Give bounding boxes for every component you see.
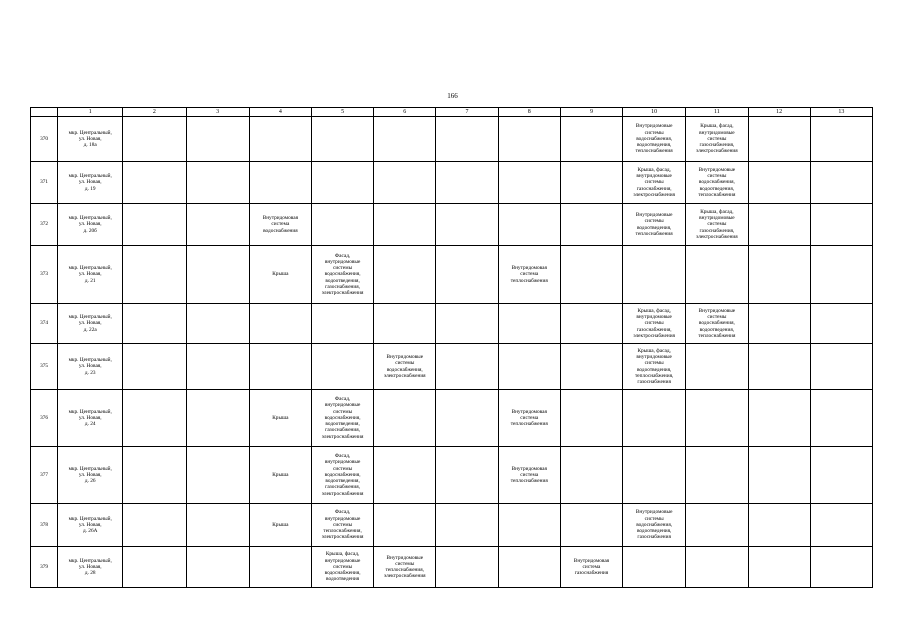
empty-cell [374, 390, 436, 447]
empty-cell [560, 504, 622, 547]
row-number-cell: 377 [31, 447, 58, 504]
work-type-cell: Фасад, внутридомовые системы теплоснабжения, электроснабжения [311, 504, 373, 547]
table-row [31, 204, 873, 246]
empty-cell [311, 304, 373, 344]
row-number-cell: 376 [31, 390, 58, 447]
empty-cell [560, 117, 622, 162]
empty-cell [123, 547, 186, 588]
address-cell: мкр. Центральный, ул. Новая, д. 21 [58, 246, 123, 304]
column-header: 11 [686, 108, 748, 117]
column-header: 13 [810, 108, 872, 117]
work-type-cell: Крыша [249, 246, 311, 304]
empty-cell [186, 390, 249, 447]
row-number-cell: 378 [31, 504, 58, 547]
empty-cell [686, 547, 748, 588]
work-type-cell: Фасад, внутридомовые системы водоснабжения, водоотведения, газоснабжения, электроснабжения [311, 246, 373, 304]
empty-cell [498, 117, 560, 162]
empty-cell [311, 204, 373, 246]
empty-cell [374, 204, 436, 246]
empty-cell [436, 504, 498, 547]
empty-cell [123, 204, 186, 246]
header-row [31, 108, 873, 117]
empty-cell [123, 344, 186, 390]
empty-cell [748, 390, 810, 447]
empty-cell [436, 547, 498, 588]
page-number: 166 [447, 92, 458, 100]
empty-cell [498, 162, 560, 204]
work-type-cell: Внутридомовые системы водоснабжения, водоотведения, газоснабжения [623, 504, 686, 547]
row-number-cell: 373 [31, 246, 58, 304]
address-cell: мкр. Центральный, ул. Новая, д. 19 [58, 162, 123, 204]
empty-cell [686, 246, 748, 304]
table-row [31, 447, 873, 504]
row-number-cell: 372 [31, 204, 58, 246]
work-type-cell: Крыша, фасад, внутридомовые системы водоотведения, теплоснабжения, газоснабжения [623, 344, 686, 390]
work-type-cell: Внутридомовая система газоснабжения [560, 547, 622, 588]
column-header: 6 [374, 108, 436, 117]
column-header: 7 [436, 108, 498, 117]
empty-cell [436, 344, 498, 390]
empty-cell [374, 504, 436, 547]
work-type-cell: Крыша, фасад, внутридомовые системы газоснабжения, электроснабжения [623, 162, 686, 204]
column-header: 5 [311, 108, 373, 117]
empty-cell [436, 204, 498, 246]
empty-cell [560, 246, 622, 304]
address-cell: мкр. Центральный, ул. Новая, д. 26 [58, 447, 123, 504]
empty-cell [436, 447, 498, 504]
empty-cell [560, 204, 622, 246]
empty-cell [623, 447, 686, 504]
empty-cell [686, 390, 748, 447]
empty-cell [123, 447, 186, 504]
empty-cell [249, 117, 311, 162]
row-number-cell: 371 [31, 162, 58, 204]
empty-cell [498, 344, 560, 390]
column-header: 2 [123, 108, 186, 117]
empty-cell [748, 547, 810, 588]
column-header: 8 [498, 108, 560, 117]
column-header: 3 [186, 108, 249, 117]
empty-cell [311, 117, 373, 162]
address-cell: мкр. Центральный, ул. Новая, д. 26А [58, 504, 123, 547]
empty-cell [498, 504, 560, 547]
empty-cell [810, 390, 872, 447]
empty-cell [560, 162, 622, 204]
column-header: 12 [748, 108, 810, 117]
empty-cell [686, 344, 748, 390]
work-type-cell: Внутридомовые системы водоотведения, теплоснабжения [623, 204, 686, 246]
empty-cell [810, 504, 872, 547]
empty-cell [123, 162, 186, 204]
address-cell: мкр. Центральный, ул. Новая, д. 23 [58, 344, 123, 390]
empty-cell [748, 304, 810, 344]
capital-repair-table [30, 107, 873, 588]
work-type-cell: Внутридомовые системы водоснабжения, электроснабжения [374, 344, 436, 390]
empty-cell [186, 504, 249, 547]
empty-cell [123, 504, 186, 547]
empty-cell [748, 204, 810, 246]
empty-cell [186, 246, 249, 304]
table-row [31, 246, 873, 304]
empty-cell [186, 162, 249, 204]
empty-cell [436, 304, 498, 344]
empty-cell [748, 504, 810, 547]
work-type-cell: Внутридомовые системы водоснабжения, водоотведения, теплоснабжения [686, 162, 748, 204]
row-number-cell: 370 [31, 117, 58, 162]
empty-cell [623, 390, 686, 447]
empty-cell [810, 344, 872, 390]
empty-cell [560, 390, 622, 447]
row-number-cell: 379 [31, 547, 58, 588]
empty-cell [560, 447, 622, 504]
table-row [31, 162, 873, 204]
empty-cell [123, 304, 186, 344]
empty-cell [374, 246, 436, 304]
empty-cell [186, 117, 249, 162]
empty-cell [623, 246, 686, 304]
empty-cell [810, 547, 872, 588]
empty-cell [498, 304, 560, 344]
work-type-cell: Крыша, фасад, внутридомовые системы газоснабжения, электроснабжения [686, 117, 748, 162]
empty-cell [686, 447, 748, 504]
column-header: 1 [58, 108, 123, 117]
column-header: 4 [249, 108, 311, 117]
table-row [31, 344, 873, 390]
empty-cell [374, 304, 436, 344]
table-row [31, 117, 873, 162]
empty-cell [249, 304, 311, 344]
work-type-cell: Крыша, фасад, внутридомовые системы газоснабжения, электроснабжения [686, 204, 748, 246]
empty-cell [123, 390, 186, 447]
empty-cell [311, 344, 373, 390]
empty-cell [123, 246, 186, 304]
column-header: 10 [623, 108, 686, 117]
work-type-cell: Внутридомовые системы теплоснабжения, электроснабжения [374, 547, 436, 588]
work-type-cell: Внутридомовая система теплоснабжения [498, 246, 560, 304]
empty-cell [436, 390, 498, 447]
empty-cell [686, 504, 748, 547]
empty-cell [436, 162, 498, 204]
empty-cell [249, 162, 311, 204]
empty-cell [186, 344, 249, 390]
empty-cell [810, 204, 872, 246]
empty-cell [374, 162, 436, 204]
address-cell: мкр. Центральный, ул. Новая, д. 18а [58, 117, 123, 162]
address-cell: мкр. Центральный, ул. Новая, д. 28 [58, 547, 123, 588]
empty-cell [748, 246, 810, 304]
header-corner-cell [31, 108, 58, 117]
empty-cell [186, 304, 249, 344]
empty-cell [810, 304, 872, 344]
empty-cell [436, 246, 498, 304]
empty-cell [560, 344, 622, 390]
empty-cell [186, 447, 249, 504]
empty-cell [249, 547, 311, 588]
empty-cell [810, 117, 872, 162]
work-type-cell: Внутридомовая система водоснабжения [249, 204, 311, 246]
empty-cell [810, 447, 872, 504]
empty-cell [311, 162, 373, 204]
column-header: 9 [560, 108, 622, 117]
work-type-cell: Внутридомовые системы водоснабжения, водоотведения, теплоснабжения [623, 117, 686, 162]
address-cell: мкр. Центральный, ул. Новая, д. 24 [58, 390, 123, 447]
address-cell: мкр. Центральный, ул. Новая, д. 20б [58, 204, 123, 246]
empty-cell [249, 344, 311, 390]
work-type-cell: Фасад, внутридомовые системы водоснабжения, водоотведения, газоснабжения, электроснабжения [311, 390, 373, 447]
empty-cell [623, 547, 686, 588]
table-row [31, 390, 873, 447]
row-number-cell: 375 [31, 344, 58, 390]
empty-cell [748, 344, 810, 390]
table-row [31, 304, 873, 344]
work-type-cell: Крыша, фасад, внутридомовые системы газоснабжения, электроснабжения [623, 304, 686, 344]
row-number-cell: 374 [31, 304, 58, 344]
empty-cell [748, 117, 810, 162]
work-type-cell: Крыша [249, 504, 311, 547]
empty-cell [374, 117, 436, 162]
empty-cell [123, 117, 186, 162]
work-type-cell: Фасад, внутридомовые системы водоснабжения, водоотведения, газоснабжения, электроснабжения [311, 447, 373, 504]
empty-cell [498, 547, 560, 588]
empty-cell [436, 117, 498, 162]
empty-cell [560, 304, 622, 344]
table-row [31, 547, 873, 588]
empty-cell [186, 204, 249, 246]
work-type-cell: Крыша, фасад, внутридомовые системы водоснабжения, водоотведения [311, 547, 373, 588]
work-type-cell: Крыша [249, 390, 311, 447]
empty-cell [810, 162, 872, 204]
empty-cell [748, 447, 810, 504]
empty-cell [374, 447, 436, 504]
empty-cell [748, 162, 810, 204]
work-type-cell: Внутридомовые системы водоснабжения, водоотведения, теплоснабжения [686, 304, 748, 344]
table-row [31, 504, 873, 547]
work-type-cell: Крыша [249, 447, 311, 504]
work-type-cell: Внутридомовая система теплоснабжения [498, 447, 560, 504]
empty-cell [498, 204, 560, 246]
empty-cell [810, 246, 872, 304]
address-cell: мкр. Центральный, ул. Новая, д. 22а [58, 304, 123, 344]
work-type-cell: Внутридомовая система теплоснабжения [498, 390, 560, 447]
empty-cell [186, 547, 249, 588]
